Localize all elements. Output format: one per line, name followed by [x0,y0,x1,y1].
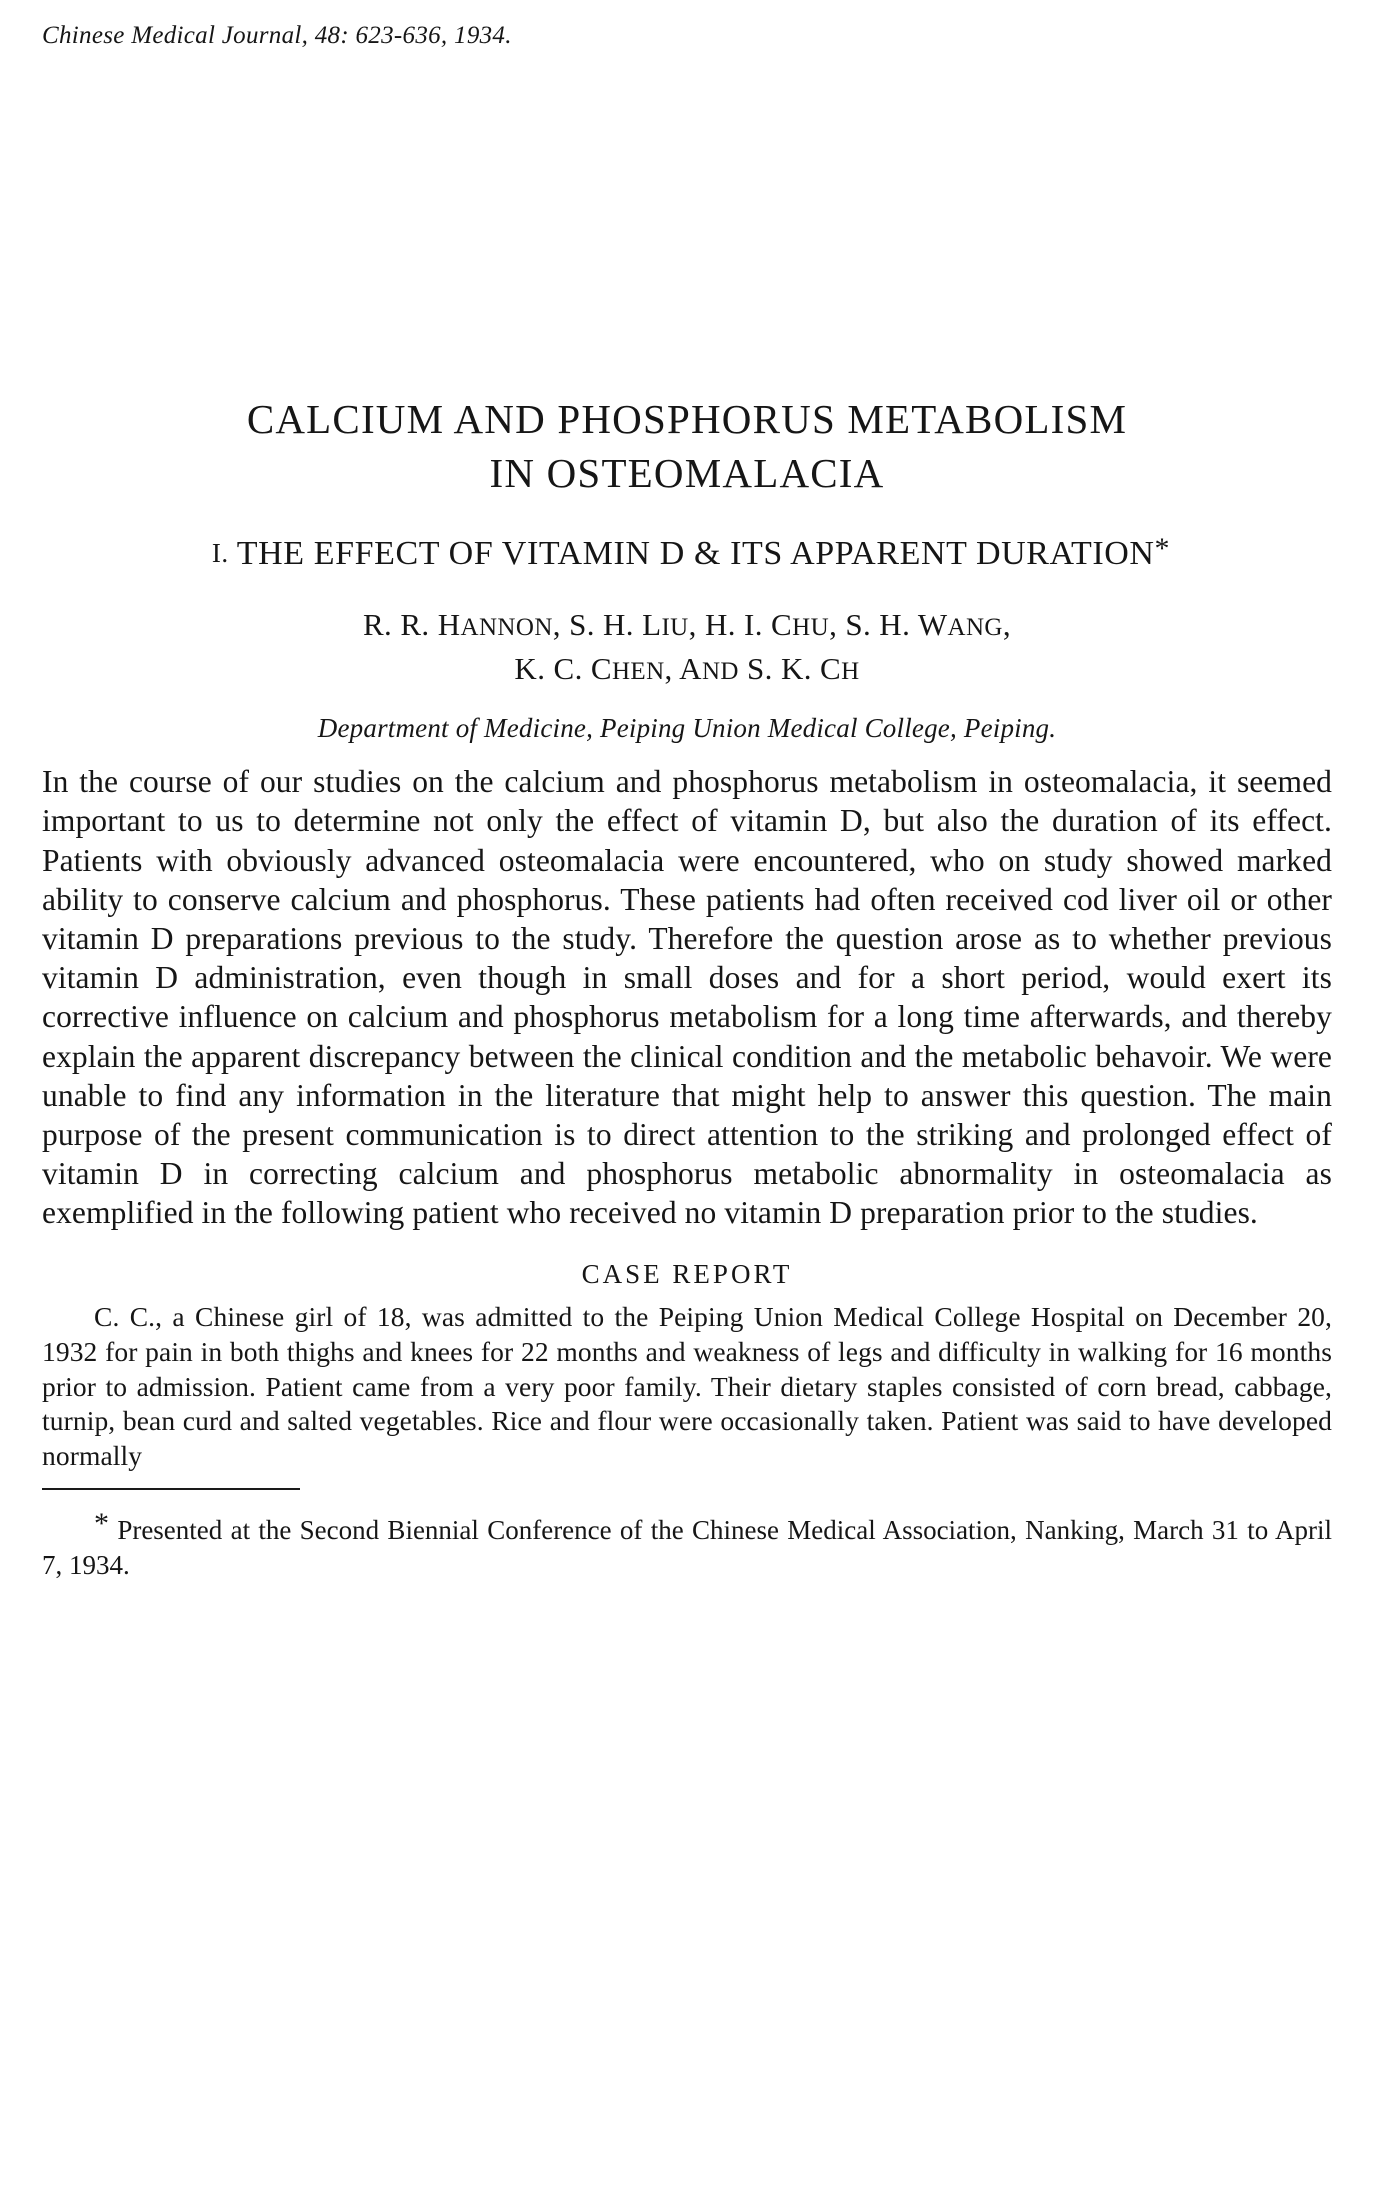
affiliation: Department of Medicine, Peiping Union Medical College, Peiping. [317,713,1057,744]
page-title-line-2: IN OSTEOMALACIA [489,450,885,497]
case-report-body [42,1300,1332,1475]
footnote-star-icon: * [94,1507,109,1541]
subtitle [42,532,1332,573]
author-line-1: R. R. HANNON, S. H. LIU, H. I. CHU, S. H. WANG, [362,607,1012,643]
abstract-body [42,762,1332,1232]
journal-reference: Chinese Medical Journal, 48: 623-636, 1934. [42,22,512,49]
subtitle-text: THE EFFECT OF VITAMIN D & ITS APPARENT DURATION [236,535,1155,573]
author-list [42,603,1332,691]
article-content [42,0,1332,1583]
title-block [42,392,1332,500]
subtitle-numeral: I. [211,538,229,569]
abstract-paragraph: In the course of our studies on the calcium and phosphorus metabolism in osteomalacia, it seemed important to us to determine not only the effect of vitamin D, but also the duration of its effect. Patients with obviously advanced osteomalacia were encountered, who on study showed marked ability to conserve calcium and phosphorus. These patients had often received cod liver oil or other vitamin D preparations previous to the study. Therefore the question arose as to whether previous vitamin D administration, even though in small doses and for a short period, would exert its corrective influence on calcium and phosphorus metabolism for a long time afterwards, and thereby explain the apparent discrepancy between the clinical condition and the metabolic behavoir. We were unable to find any information in the literature that might help to answer this question. The main purpose of the present communication is to direct attention to the striking and prolonged effect of vitamin D in correcting calcium and phosphorus metabolic abnormality in osteomalacia as exemplified in the following patient who received no vitamin D preparation prior to the studies. [42,764,1332,1231]
footnote [42,1504,1332,1583]
footnote-divider [42,1488,300,1490]
footnote-text: Presented at the Second Biennial Conference of the Chinese Medical Association, Nanking, March 31 to April 7, 1934. [42,1515,1332,1581]
footnote-marker-icon: * [1154,532,1171,566]
page-title-line-1: CALCIUM AND PHOSPHORUS METABOLISM [246,396,1128,442]
section-heading-case-report: CASE REPORT [581,1258,793,1289]
case-report-paragraph: C. C., a Chinese girl of 18, was admitted to the Peiping Union Medical College Hospital on December 20, 1932 for pain in both thighs and knees for 22 months and weakness of legs and difficulty in walking for 16 months prior to admission. Patient came from a very poor family. Their dietary staples consisted of corn bread, cabbage, turnip, bean curd and salted vegetables. Rice and flour were occasionally taken. Patient was said to have developed normally [42,1300,1332,1472]
author-line-2: K. C. CHEN, AND S. K. CH [514,651,860,687]
